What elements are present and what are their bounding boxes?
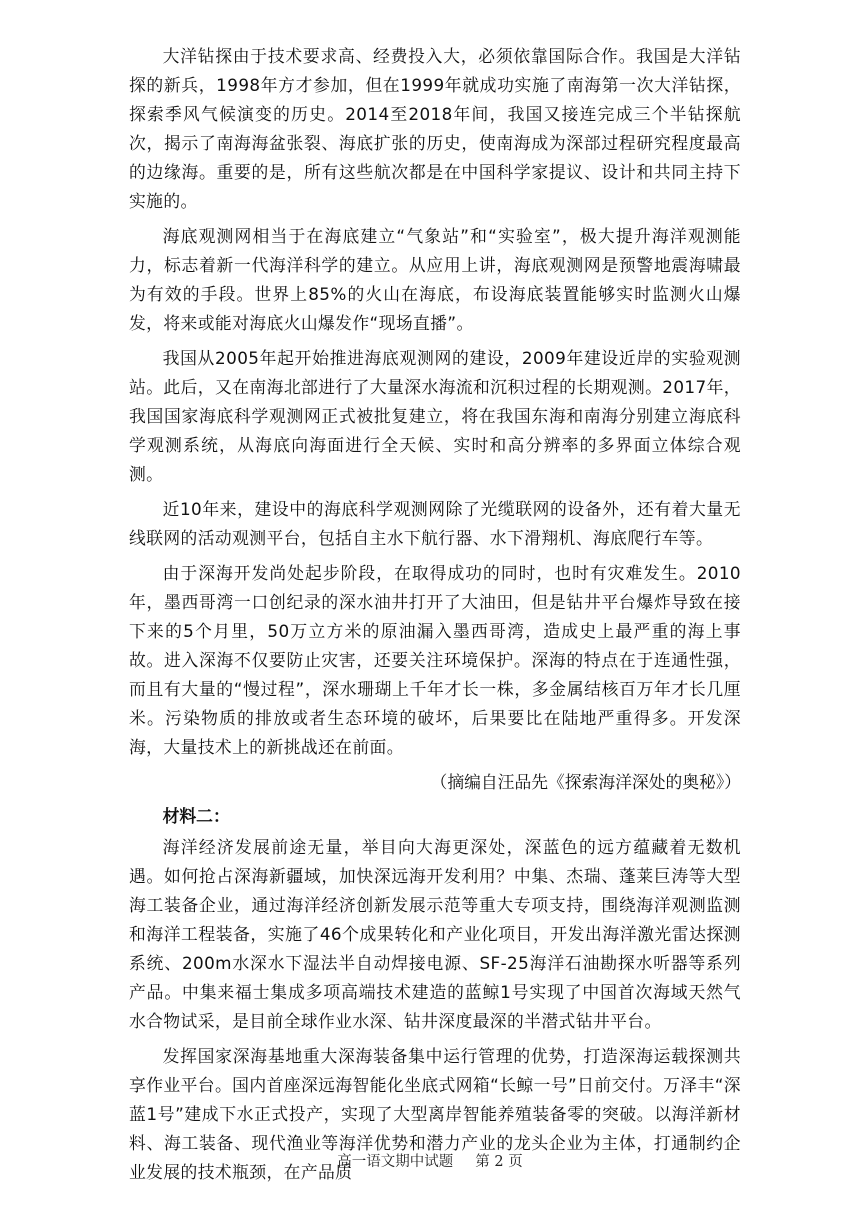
page-footer [0, 1150, 860, 1171]
paragraph-deep-sea-base: 发挥国家深海基地重大深海装备集中运行管理的优势，打造深海运载探测共享作业平台。国内首座深远海智能化坐底式网箱“长鲸一号”日前交付。万泽丰“深蓝1号”建成下水正式投产，实现了大型离岸智能养殖装备零的突破。以海洋新材料、海工装备、现代渔业等海洋优势和潜力产业的龙头企业为主体，打通制约企业发展的技术瓶颈，在产品质 [129, 1046, 741, 1182]
exam-title: 高一语文期中试题 [337, 1154, 454, 1170]
paragraph-observation-network: 海底观测网相当于在海底建立“气象站”和“实验室”，极大提升海洋观测能力，标志着新一代海洋科学的建立。从应用上讲，海底观测网是预警地震海啸最为有效的手段。世界上85%的火山在海底，布设海底装置能够实时监测火山爆发，将来或能对海底火山爆发作“现场直播”。 [129, 226, 741, 333]
page-number: 第 2 页 [475, 1154, 523, 1170]
paragraph-ocean-economy: 海洋经济发展前途无量，举目向大海更深处，深蓝色的远方蕴藏着无数机遇。如何抢占深海新疆域，加快深远海开发利用？中集、杰瑞、蓬莱巨涛等大型海工装备企业，通过海洋经济创新发展示范等重大专项支持，围绕海洋观测监测和海洋工程装备，实施了46个成果转化和产业化项目，开发出海洋激光雷达探测系统、200m水深水下湿法半自动焊接电源、SF-25海洋石油勘探水听器等系列产品。中集来福士集成多项高端技术建造的蓝鲸1号实现了中国首次海域天然气水合物试采，是目前全球作业水深、钻井深度最深的半潜式钻井平台。 [129, 837, 741, 1031]
paragraph-china-network: 我国从2005年起开始推进海底观测网的建设，2009年建设近岸的实验观测站。此后，又在南海北部进行了大量深水海流和沉积过程的长期观测。2017年，我国国家海底科学观测网正式被批复建立，将在我国东海和南海分别建立海底科学观测系统，从海底向海面进行全天候、实时和高分辨率的多界面立体综合观测。 [129, 348, 741, 484]
paragraph-recent-decade: 近10年来，建设中的海底科学观测网除了光缆联网的设备外，还有着大量无线联网的活动观测平台，包括自主水下航行器、水下滑翔机、海底爬行车等。 [129, 499, 741, 548]
page-content [129, 42, 741, 1187]
section-two-heading: 材料二： [162, 806, 230, 826]
source-citation: （摘编自汪品先《探索海洋深处的奥秘》） [430, 772, 741, 792]
paragraph-drilling: 大洋钻探由于技术要求高、经费投入大，必须依靠国际合作。我国是大洋钻探的新兵，1998年方才参加，但在1999年就成功实施了南海第一次大洋钻探，探索季风气候演变的历史。2014至2018年间，我国又接连完成三个半钻探航次，揭示了南海海盆张裂、海底扩张的历史，使南海成为深部过程研究程度最高的边缘海。重要的是，所有这些航次都是在中国科学家提议、设计和共同主持下实施的。 [129, 46, 741, 211]
paragraph-disasters: 由于深海开发尚处起步阶段，在取得成功的同时，也时有灾难发生。2010年，墨西哥湾一口创纪录的深水油井打开了大油田，但是钻井平台爆炸导致在接下来的5个月里，50万立方米的原油漏入墨西哥湾，造成史上最严重的海上事故。进入深海不仅要防止灾害，还要关注环境保护。深海的特点在于连通性强，而且有大量的“慢过程”，深水珊瑚上千年才长一株，多金属结核百万年才长几厘米。污染物质的排放或者生态环境的破坏，后果要比在陆地严重得多。开发深海，大量技术上的新挑战还在前面。 [129, 563, 741, 757]
